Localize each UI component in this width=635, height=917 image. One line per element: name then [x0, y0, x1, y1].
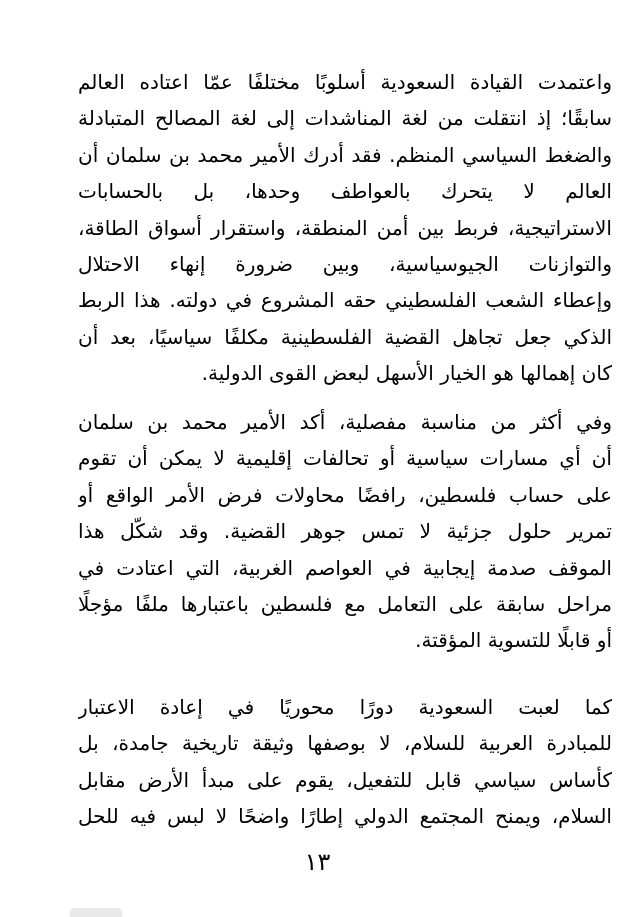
text-line: أن أي مسارات سياسية أو تحالفات إقليمية لا يمكن أن تقوم [78, 446, 612, 471]
paragraph-arab-peace-initiative [78, 689, 612, 835]
text-line: تمرير حلول جزئية لا تمس جوهر القضية. وقد شكّل هذا [78, 519, 612, 544]
text-line: وإعطاء الشعب الفلسطيني حقه المشروع في دولته. هذا الربط [78, 288, 612, 313]
scan-edge-mark [70, 908, 122, 917]
text-line: للمبادرة العربية للسلام، لا بوصفها وثيقة تاريخية جامدة، بل [78, 731, 612, 756]
text-line: واعتمدت القيادة السعودية أسلوبًا مختلفًا عمّا اعتاده العالم [78, 70, 612, 94]
text-line: سابقًا؛ إذ انتقلت من لغة المناشدات إلى لغة المصالح المتبادلة [78, 106, 612, 131]
text-line: الاستراتيجية، فربط بين أمن المنطقة، واستقرار أسواق الطاقة، [78, 215, 612, 240]
text-line: كان إهمالها هو الخيار الأسهل لبعض القوى الدولية. [201, 361, 612, 386]
text-line: أو قابلًا للتسوية المؤقتة. [415, 628, 612, 653]
text-line: كما لعبت السعودية دورًا محوريًا في إعادة الاعتبار [78, 695, 612, 719]
text-line: والتوازنات الجيوسياسية، وبين ضرورة إنهاء الاحتلال [78, 251, 612, 276]
text-line: على حساب فلسطين، رافضًا محاولات فرض الأمر الواقع أو [78, 482, 612, 507]
text-line: العالم لا يتحرك بالعواطف وحدها، بل بالحسابات [78, 179, 612, 204]
text-line: مراحل سابقة على التعامل مع فلسطين باعتبارها ملفًا مؤجلًا [78, 591, 612, 616]
text-line: الذكي جعل تجاهل القضية الفلسطينية مكلفًا سياسيًا، بعد أن [78, 324, 612, 349]
text-line: وفي أكثر من مناسبة مفصلية، أكد الأمير محمد بن سلمان [78, 410, 612, 434]
text-line: السلام، ويمنح المجتمع الدولي إطارًا واضحًا لا لبس فيه للحل [78, 804, 612, 829]
text-line: كأساس سياسي قابل للتفعيل، يقوم على مبدأ الأرض مقابل [78, 767, 612, 792]
text-line: الموقف صدمة إيجابية في العواصم الغربية، التي اعتادت في [78, 555, 612, 580]
text-line: والضغط السياسي المنظم. فقد أدرك الأمير محمد بن سلمان أن [78, 142, 612, 167]
page-number: ١٣ [304, 848, 331, 876]
paragraph-crown-prince-position [78, 404, 612, 659]
paragraph-saudi-approach [78, 64, 612, 392]
